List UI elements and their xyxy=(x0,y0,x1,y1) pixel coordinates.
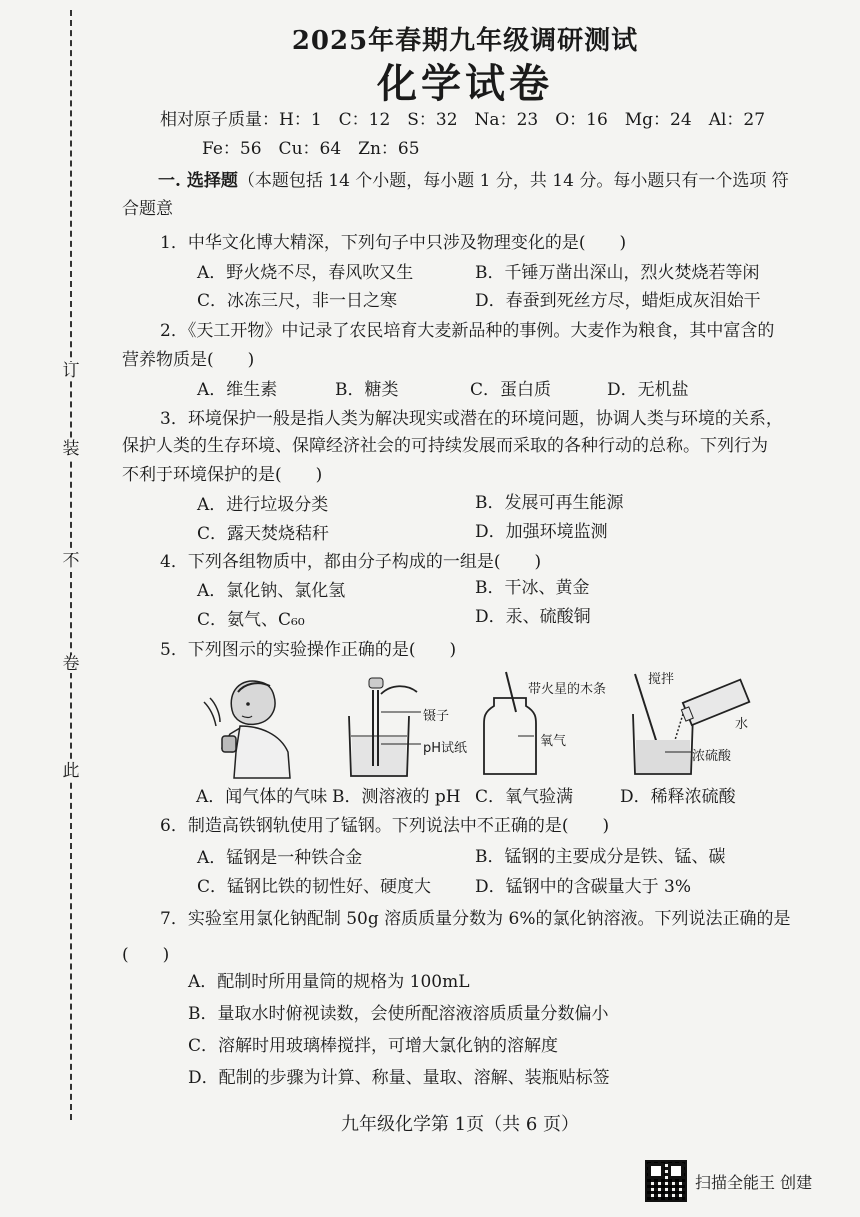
question-4-option-a: A．氯化钠、氯化氢 xyxy=(197,581,346,601)
subject-title: 化学试卷 xyxy=(377,60,553,107)
question-3-option-b: B．发展可再生能源 xyxy=(475,493,624,513)
question-3-stem-cont-2: 不利于环境保护的是( ) xyxy=(122,465,323,485)
scanner-text: 扫描全能王 创建 xyxy=(695,1172,813,1192)
question-5-option-a: A．闻气体的气味 xyxy=(196,787,328,807)
margin-char-ding: 订 xyxy=(62,361,80,381)
figure-d-label-acid: 浓硫酸 xyxy=(692,749,732,764)
question-6-option-c: C．锰钢比铁的韧性好、硬度大 xyxy=(197,877,432,897)
question-1-stem: 1．中华文化博大精深，下列句子中只涉及物理变化的是( ) xyxy=(160,233,627,253)
question-5-stem: 5．下列图示的实验操作正确的是( ) xyxy=(160,640,457,660)
question-7-option-b: B．量取水时俯视读数，会使所配溶液溶质质量分数偏小 xyxy=(188,1004,609,1024)
atomic-mass-line-2: Fe：56 Cu：64 Zn：65 xyxy=(202,139,420,159)
section-title: 一. 选择题 xyxy=(158,171,238,191)
question-3-option-d: D．加强环境监测 xyxy=(475,522,608,542)
question-1-option-b: B．千锤万凿出深山，烈火焚烧若等闲 xyxy=(475,263,760,283)
question-4-option-c: C．氨气、C₆₀ xyxy=(197,610,305,630)
question-4-stem: 4．下列各组物质中，都由分子构成的一组是( ) xyxy=(160,552,542,572)
figure-c-label-oxygen: 氧气 xyxy=(540,734,567,749)
question-2-stem: 2．《天工开物》中记录了农民培育大麦新品种的事例。大麦作为粮食，其中富含的 xyxy=(160,321,775,341)
question-2-option-a: A．维生素 xyxy=(197,380,278,400)
figure-c-label-splint: 带火星的木条 xyxy=(528,682,607,697)
qr-code-icon xyxy=(645,1160,687,1202)
question-6-option-a: A．锰钢是一种铁合金 xyxy=(197,848,363,868)
atomic-mass-line-1: 相对原子质量：H：1 C：12 S：32 Na：23 O：16 Mg：24 Al：27 xyxy=(160,110,766,130)
figure-b-ph-test xyxy=(345,670,460,780)
question-7-option-c: C．溶解时用玻璃棒搅拌，可增大氯化钠的溶解度 xyxy=(188,1036,559,1056)
question-3-stem: 3．环境保护一般是指人类为解决现实或潜在的环境问题，协调人类与环境的关系， xyxy=(160,409,783,429)
figure-b-label-ph-paper: pH试纸 xyxy=(423,741,468,756)
exam-title: 2025年春期九年级调研测试 xyxy=(291,26,639,56)
question-2-option-d: D．无机盐 xyxy=(607,380,689,400)
page-footer: 九年级化学第 1页（共 6 页） xyxy=(340,1114,580,1135)
question-6-option-b: B．锰钢的主要成分是铁、锰、碳 xyxy=(475,847,726,867)
question-4-option-d: D．汞、硫酸铜 xyxy=(475,607,591,627)
question-6-stem: 6．制造高铁钢轨使用了锰钢。下列说法中不正确的是( ) xyxy=(160,816,610,836)
question-4-option-b: B．干冰、黄金 xyxy=(475,578,590,598)
figure-d-label-water: 水 xyxy=(735,717,749,732)
figure-b-label-tweezers: 镊子 xyxy=(423,709,450,724)
question-2-option-c: C．蛋白质 xyxy=(470,380,552,400)
question-2-stem-cont: 营养物质是( ) xyxy=(122,350,255,370)
section-heading xyxy=(158,166,789,191)
figure-d-label-stir: 搅拌 xyxy=(648,672,675,687)
figure-a-smell-gas xyxy=(200,672,310,780)
question-3-option-a: A．进行垃圾分类 xyxy=(197,495,329,515)
question-7-option-d: D．配制的步骤为计算、称量、量取、溶解、装瓶贴标签 xyxy=(188,1068,610,1088)
margin-char-ci: 此 xyxy=(62,761,80,781)
question-5-option-b: B．测溶液的 pH xyxy=(332,787,461,807)
section-desc: （本题包括 14 个小题，每小题 1 分，共 14 分。每小题只有一个选项 符 xyxy=(237,171,789,191)
question-3-stem-cont: 保护人类的生存环境、保障经济社会的可持续发展而采取的各种行动的总称。下列行为 xyxy=(122,436,768,456)
question-1-option-c: C．冰冻三尺，非一日之寒 xyxy=(197,291,398,311)
question-2-option-b: B．糖类 xyxy=(335,380,399,400)
margin-char-zhuang: 装 xyxy=(62,439,80,459)
question-7-stem: 7．实验室用氯化钠配制 50g 溶质质量分数为 6%的氯化钠溶液。下列说法正确的是 xyxy=(160,909,791,929)
question-7-stem-cont: ( ) xyxy=(122,945,170,965)
question-3-option-c: C．露天焚烧秸秆 xyxy=(197,524,330,544)
margin-char-juan: 卷 xyxy=(62,654,80,674)
question-5-option-d: D．稀释浓硫酸 xyxy=(620,787,736,807)
question-7-option-a: A．配制时所用量筒的规格为 100mL xyxy=(188,972,470,992)
question-5-option-c: C．氧气验满 xyxy=(475,787,574,807)
section-desc-cont: 合题意 xyxy=(122,199,173,219)
question-1-option-d: D．春蚕到死丝方尽，蜡炬成灰泪始干 xyxy=(475,291,761,311)
scanner-watermark xyxy=(645,1160,812,1202)
question-6-option-d: D．锰钢中的含碳量大于 3% xyxy=(475,877,692,897)
question-1-option-a: A．野火烧不尽，春风吹又生 xyxy=(197,263,414,283)
margin-char-bu: 不 xyxy=(62,551,80,571)
